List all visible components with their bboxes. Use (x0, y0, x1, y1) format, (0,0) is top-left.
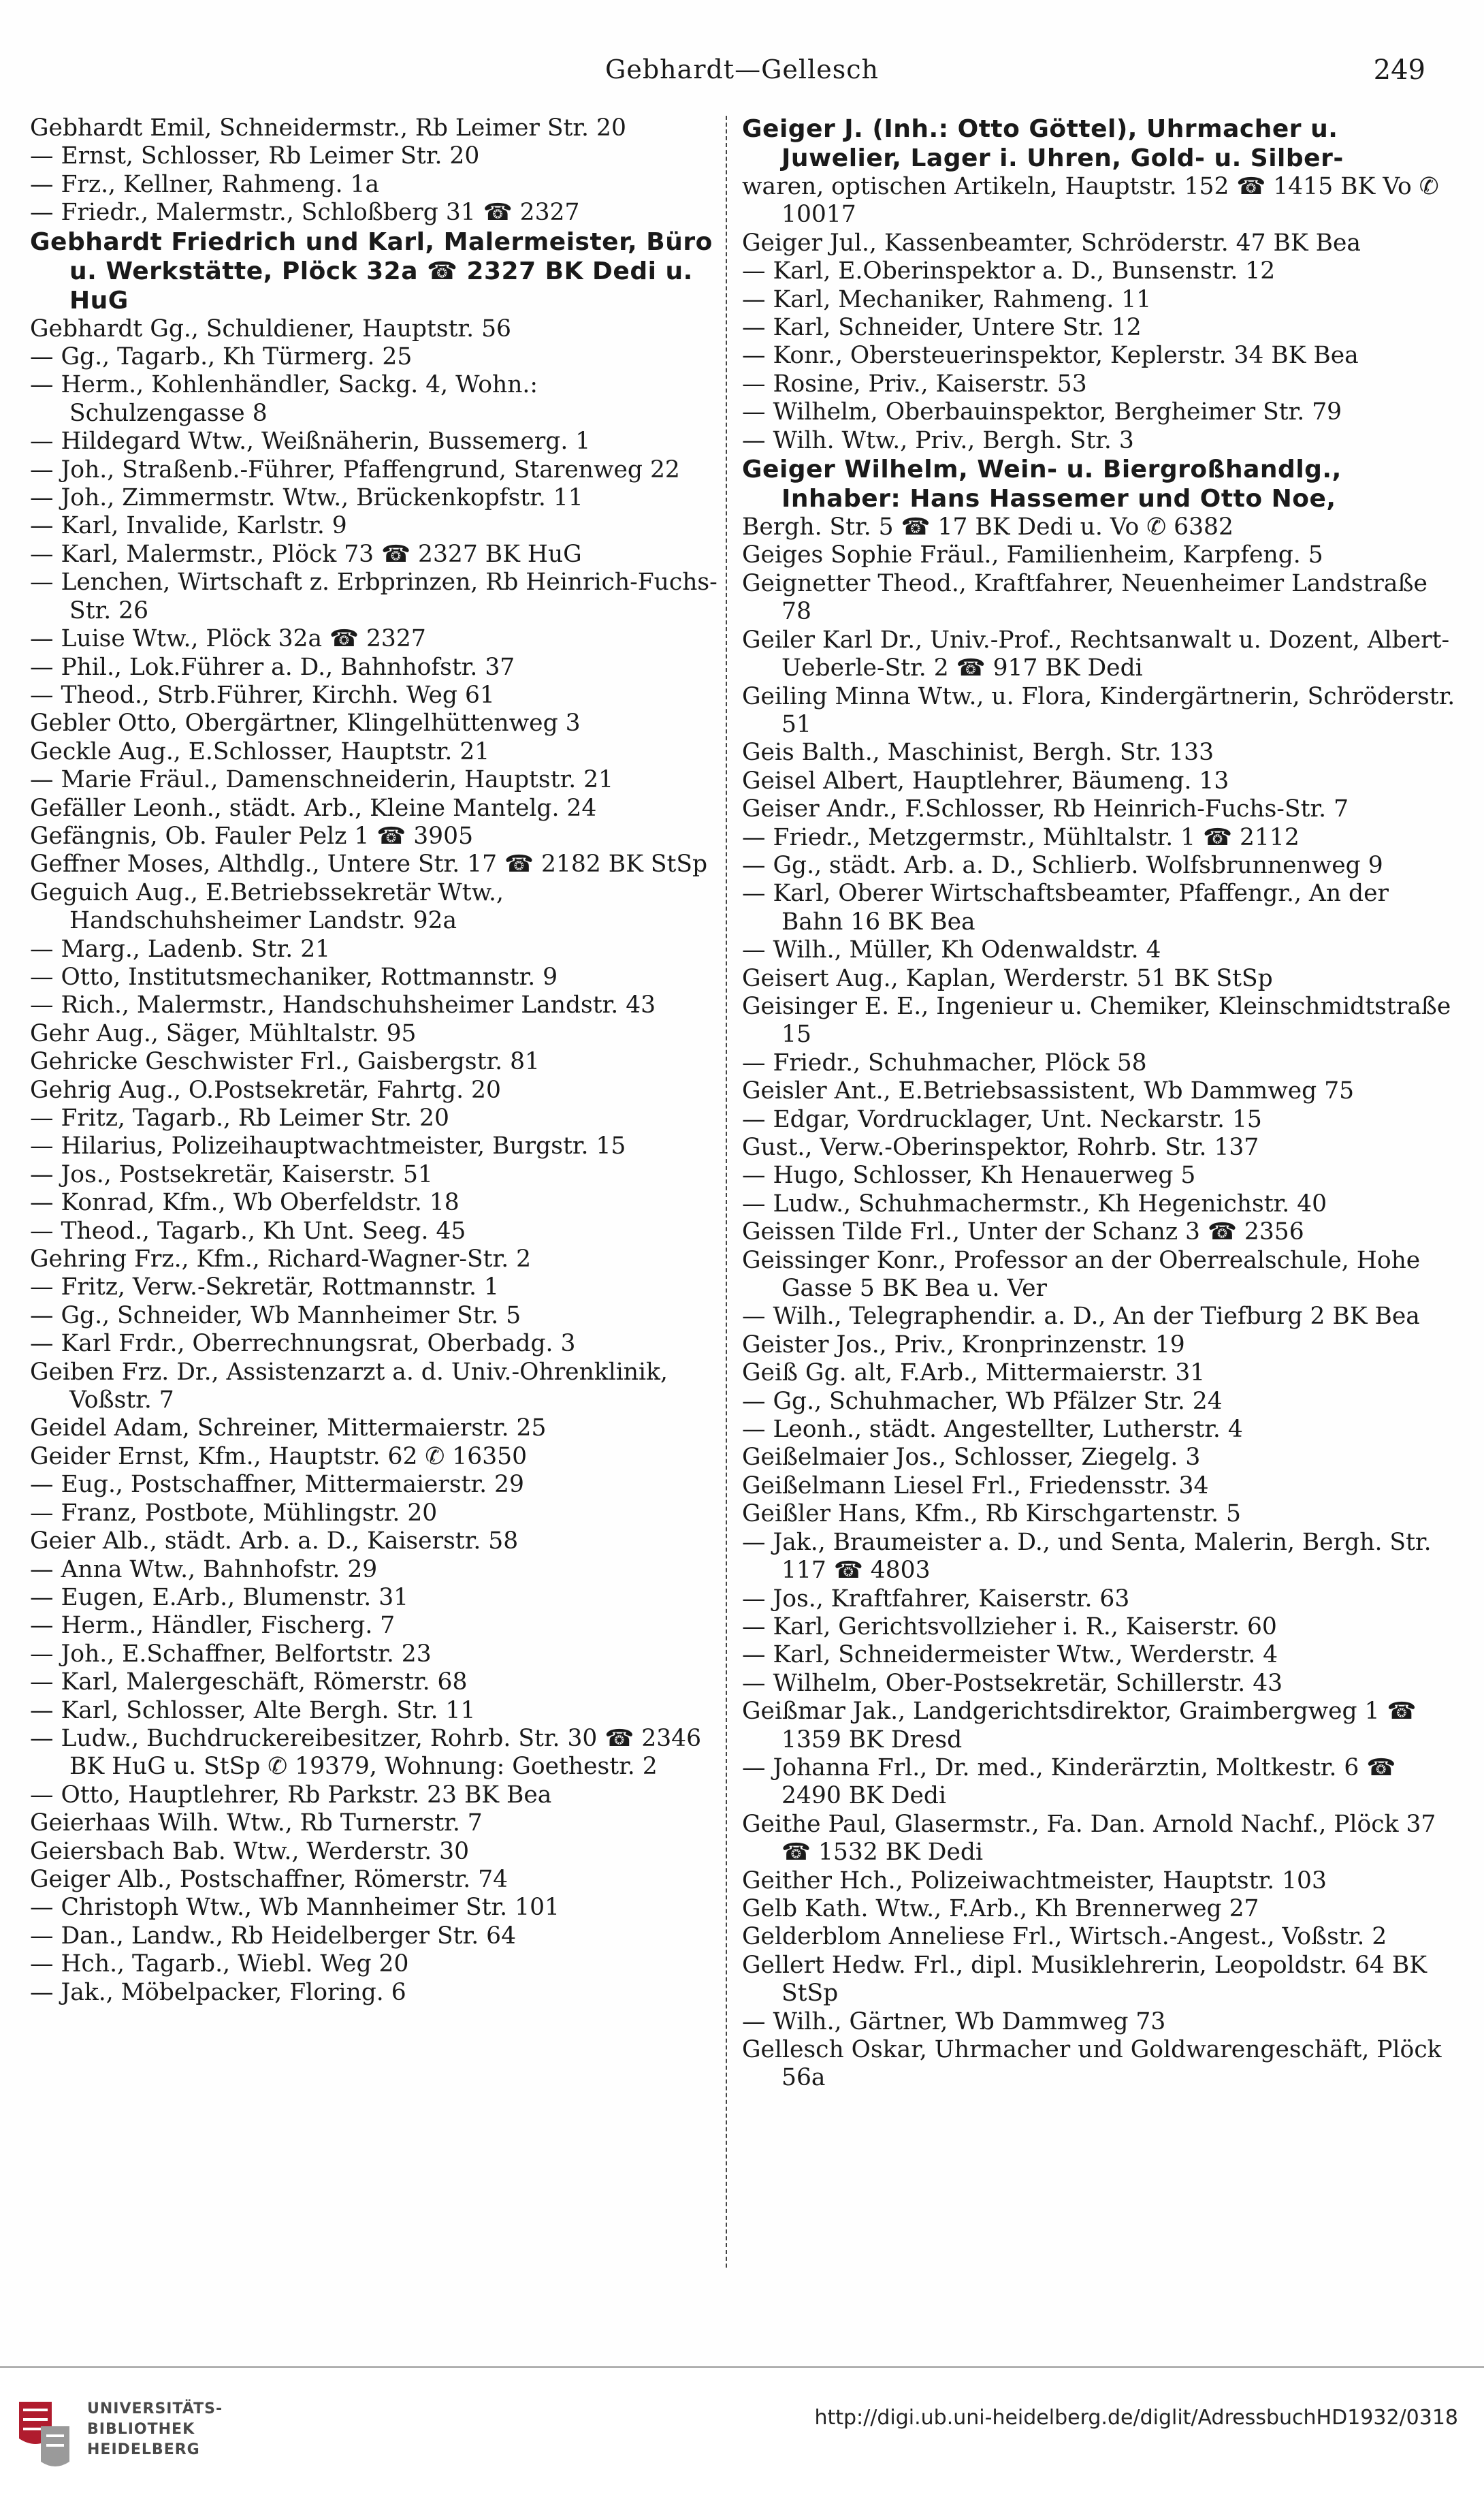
directory-entry: Geiler Karl Dr., Univ.-Prof., Rechtsanwalt u. Dozent, Albert-Ueberle-Str. 2 ☎ 917 BK Dedi (742, 626, 1450, 682)
directory-entry: Gellert Hedw. Frl., dipl. Musiklehrerin, Leopoldstr. 64 BK StSp (742, 1951, 1427, 2007)
directory-entry: Gefäller Leonh., städt. Arb., Kleine Mantelg. 24 (30, 794, 597, 822)
directory-entry: Geidel Adam, Schreiner, Mittermaierstr. 25 (30, 1414, 547, 1442)
directory-entry: — Fritz, Tagarb., Rb Leimer Str. 20 (30, 1105, 449, 1132)
directory-entry: — Jos., Postsekretär, Kaiserstr. 51 (30, 1160, 433, 1188)
directory-entry: — Jak., Braumeister a. D., und Senta, Malerin, Bergh. Str. 117 ☎ 4803 (742, 1528, 1432, 1585)
directory-entry: Geißmar Jak., Landgerichtsdirektor, Graimbergweg 1 ☎ 1359 BK Dresd (742, 1698, 1417, 1753)
directory-entry: Geißelmaier Jos., Schlosser, Ziegelg. 3 (742, 1444, 1201, 1472)
directory-entry: Gellesch Oskar, Uhrmacher und Goldwarengeschäft, Plöck 56a (742, 2036, 1442, 2092)
directory-entry: Geguich Aug., E.Betriebssekretär Wtw., Handschuhsheimer Landstr. 92a (30, 878, 504, 935)
directory-entry: Geisinger E. E., Ingenieur u. Chemiker, Kleinschmidtstraße 15 (742, 992, 1451, 1049)
directory-entry: — Joh., Straßenb.-Führer, Pfaffengrund, Starenweg 22 (30, 456, 680, 483)
directory-entry: — Otto, Hauptlehrer, Rb Parkstr. 23 BK Bea (30, 1781, 552, 1809)
directory-entry: — Karl, Schneider, Untere Str. 12 (742, 314, 1142, 342)
left-column (30, 114, 717, 2007)
directory-entry: — Hch., Tagarb., Wiebl. Weg 20 (30, 1950, 409, 1978)
directory-entry: Gehrig Aug., O.Postsekretär, Fahrtg. 20 (30, 1076, 501, 1104)
directory-entry: — Rosine, Priv., Kaiserstr. 53 (742, 370, 1087, 398)
directory-entry: Gebler Otto, Obergärtner, Klingelhüttenweg 3 (30, 710, 581, 737)
directory-entry: waren, optischen Artikeln, Hauptstr. 152 ☎ 1415 BK Vo ✆ 10017 (742, 173, 1439, 229)
directory-entry: — Hildegard Wtw., Weißnäherin, Bussemerg. 1 (30, 428, 591, 456)
directory-entry: — Anna Wtw., Bahnhofstr. 29 (30, 1555, 378, 1583)
directory-entry: — Ludw., Schuhmachermstr., Kh Hegenichstr. 40 (742, 1190, 1327, 1218)
directory-entry: Geiben Frz. Dr., Assistenzarzt a. d. Univ.-Ohrenklinik, Voßstr. 7 (30, 1358, 668, 1414)
directory-entry: — Wilhelm, Oberbauinspektor, Bergheimer Str. 79 (742, 398, 1342, 426)
directory-entry: — Karl, Schlosser, Alte Bergh. Str. 11 (30, 1696, 476, 1724)
directory-entry: Gehr Aug., Säger, Mühltalstr. 95 (30, 1019, 417, 1047)
library-name-line: BIBLIOTHEK (87, 2421, 195, 2438)
directory-entry: Geierhaas Wilh. Wtw., Rb Turnerstr. 7 (30, 1809, 483, 1837)
directory-entry: Geckle Aug., E.Schlosser, Hauptstr. 21 (30, 737, 490, 765)
directory-entry: — Johanna Frl., Dr. med., Kinderärztin, Moltkestr. 6 ☎ 2490 BK Dedi (742, 1753, 1396, 1810)
directory-entry-heading: Geiger J. (Inh.: Otto Göttel), Uhrmacher u. Juwelier, Lager i. Uhren, Gold- u. Silber- (742, 115, 1344, 172)
directory-entry: Geißler Hans, Kfm., Rb Kirschgartenstr. 5 (742, 1500, 1242, 1528)
directory-entry: Gefängnis, Ob. Fauler Pelz 1 ☎ 3905 (30, 822, 474, 850)
footer-divider (0, 2366, 1484, 2368)
directory-entry: — Herm., Kohlenhändler, Sackg. 4, Wohn.: Schulzengasse 8 (30, 371, 538, 427)
directory-entry: — Wilh., Gärtner, Wb Dammweg 73 (742, 2007, 1166, 2035)
directory-entry: Geiling Minna Wtw., u. Flora, Kindergärtnerin, Schröderstr. 51 (742, 682, 1455, 738)
directory-entry: — Gg., städt. Arb. a. D., Schlierb. Wolfsbrunnenweg 9 (742, 851, 1383, 879)
running-head (0, 54, 1484, 95)
directory-entry: — Leonh., städt. Angestellter, Lutherstr. 4 (742, 1416, 1243, 1444)
directory-entry: — Luise Wtw., Plöck 32a ☎ 2327 (30, 625, 426, 653)
directory-entry: — Karl, Malergeschäft, Römerstr. 68 (30, 1668, 468, 1696)
directory-entry: — Konr., Obersteuerinspektor, Keplerstr. 34 BK Bea (742, 342, 1359, 370)
column-divider (726, 116, 727, 2268)
directory-entry: — Franz, Postbote, Mühlingstr. 20 (30, 1499, 438, 1527)
directory-entry: — Gg., Schuhmacher, Wb Pfälzer Str. 24 (742, 1387, 1223, 1415)
directory-entry: — Lenchen, Wirtschaft z. Erbprinzen, Rb Heinrich-Fuchs-Str. 26 (30, 569, 717, 624)
directory-entry: Geiersbach Bab. Wtw., Werderstr. 30 (30, 1837, 470, 1865)
directory-entry: Geiger Alb., Postschaffner, Römerstr. 74 (30, 1865, 509, 1893)
directory-entry: — Dan., Landw., Rb Heidelberger Str. 64 (30, 1922, 517, 1950)
directory-entry: Gehricke Geschwister Frl., Gaisbergstr. 81 (30, 1048, 540, 1076)
directory-entry: Geier Alb., städt. Arb. a. D., Kaiserstr. 58 (30, 1527, 519, 1555)
directory-entry: — Wilhelm, Ober-Postsekretär, Schillerstr. 43 (742, 1669, 1283, 1697)
directory-entry: — Theod., Tagarb., Kh Unt. Seeg. 45 (30, 1217, 466, 1245)
directory-entry: — Konrad, Kfm., Wb Oberfeldstr. 18 (30, 1189, 459, 1217)
directory-entry: — Marie Fräul., Damenschneiderin, Hauptstr. 21 (30, 766, 614, 794)
directory-entry: — Karl, Invalide, Karlstr. 9 (30, 512, 347, 540)
page-number: 249 (1373, 54, 1425, 86)
directory-entry: Geignetter Theod., Kraftfahrer, Neuenheimer Landstraße 78 (742, 569, 1427, 626)
directory-entry-heading: Gebhardt Friedrich und Karl, Malermeister, Büro u. Werkstätte, Plöck 32a ☎ 2327 BK Dedi u. HuG (30, 227, 713, 315)
directory-entry: Geißelmann Liesel Frl., Friedensstr. 34 (742, 1472, 1209, 1499)
directory-entry: — Christoph Wtw., Wb Mannheimer Str. 101 (30, 1894, 560, 1922)
directory-entry: — Karl, Oberer Wirtschaftsbeamter, Pfaffengr., An der Bahn 16 BK Bea (742, 880, 1389, 936)
directory-entry: — Otto, Institutsmechaniker, Rottmannstr. 9 (30, 963, 558, 991)
directory-entry: — Karl Frdr., Oberrechnungsrat, Oberbadg. 3 (30, 1330, 576, 1358)
running-title: Gebhardt—Gellesch (605, 54, 879, 84)
source-url-link[interactable]: http://digi.ub.uni-heidelberg.de/diglit/AdressbuchHD1932/0318 (814, 2406, 1458, 2430)
directory-entry: — Eug., Postschaffner, Mittermaierstr. 29 (30, 1471, 524, 1499)
directory-entry: — Joh., Zimmermstr. Wtw., Brückenkopfstr. 11 (30, 484, 583, 512)
directory-entry: Geiser Andr., F.Schlosser, Rb Heinrich-Fuchs-Str. 7 (742, 795, 1349, 823)
directory-entry: — Frz., Kellner, Rahmeng. 1a (30, 170, 380, 198)
directory-entry: — Phil., Lok.Führer a. D., Bahnhofstr. 37 (30, 653, 515, 681)
directory-entry: — Jak., Möbelpacker, Floring. 6 (30, 1978, 406, 2006)
directory-entry: — Karl, E.Oberinspektor a. D., Bunsenstr. 12 (742, 257, 1276, 285)
directory-entry: — Friedr., Metzgermstr., Mühltalstr. 1 ☎ 2112 (742, 823, 1300, 851)
directory-entry: Gelderblom Anneliese Frl., Wirtsch.-Angest., Voßstr. 2 (742, 1923, 1387, 1951)
directory-entry: Geiger Jul., Kassenbeamter, Schröderstr. 47 BK Bea (742, 229, 1361, 257)
directory-entry: — Ernst, Schlosser, Rb Leimer Str. 20 (30, 142, 480, 170)
directory-entry: — Karl, Gerichtsvollzieher i. R., Kaiserstr. 60 (742, 1613, 1277, 1640)
directory-entry: — Karl, Malermstr., Plöck 73 ☎ 2327 BK HuG (30, 540, 582, 568)
directory-entry: — Jos., Kraftfahrer, Kaiserstr. 63 (742, 1585, 1130, 1613)
library-logo-icon (14, 2396, 75, 2471)
directory-entry: Bergh. Str. 5 ☎ 17 BK Dedi u. Vo ✆ 6382 (742, 513, 1233, 541)
directory-entry: — Wilh., Müller, Kh Odenwaldstr. 4 (742, 936, 1161, 964)
footer (0, 2366, 1484, 2493)
library-name (87, 2399, 223, 2460)
directory-entry: — Herm., Händler, Fischerg. 7 (30, 1612, 396, 1640)
right-column (742, 114, 1457, 2093)
directory-entry: Gust., Verw.-Oberinspektor, Rohrb. Str. 137 (742, 1134, 1259, 1161)
directory-entry: — Karl, Schneidermeister Wtw., Werderstr. 4 (742, 1641, 1278, 1669)
directory-entry: — Joh., E.Schaffner, Belfortstr. 23 (30, 1640, 432, 1668)
directory-entry: Gebhardt Gg., Schuldiener, Hauptstr. 56 (30, 315, 511, 343)
directory-entry: Geissinger Konr., Professor an der Oberrealschule, Hohe Gasse 5 BK Bea u. Ver (742, 1246, 1421, 1303)
library-name-line: UNIVERSITÄTS- (87, 2400, 223, 2417)
directory-entry: — Marg., Ladenb. Str. 21 (30, 935, 331, 963)
library-name-line: HEIDELBERG (87, 2441, 200, 2458)
directory-entry-heading: Geiger Wilhelm, Wein- u. Biergroßhandlg., Inhaber: Hans Hassemer und Otto Noe, (742, 456, 1342, 513)
directory-entry: — Ludw., Buchdruckereibesitzer, Rohrb. Str. 30 ☎ 2346 BK HuG u. StSp ✆ 19379, Wohnung: Goethestr. 2 (30, 1724, 702, 1781)
directory-entry: Gelb Kath. Wtw., F.Arb., Kh Brennerweg 27 (742, 1894, 1259, 1922)
directory-entry: — Gg., Schneider, Wb Mannheimer Str. 5 (30, 1301, 521, 1329)
directory-entry: — Karl, Mechaniker, Rahmeng. 11 (742, 285, 1152, 313)
directory-entry: Geisler Ant., E.Betriebsassistent, Wb Dammweg 75 (742, 1077, 1355, 1105)
directory-entry: Geisel Albert, Hauptlehrer, Bäumeng. 13 (742, 767, 1229, 795)
directory-entry: — Friedr., Malermstr., Schloßberg 31 ☎ 2327 (30, 199, 580, 227)
directory-entry: Gehring Frz., Kfm., Richard-Wagner-Str. 2 (30, 1245, 532, 1273)
directory-entry: — Theod., Strb.Führer, Kirchh. Weg 61 (30, 681, 495, 709)
directory-entry: Geiß Gg. alt, F.Arb., Mittermaierstr. 31 (742, 1359, 1206, 1387)
directory-entry: Geiges Sophie Fräul., Familienheim, Karpfeng. 5 (742, 541, 1323, 569)
directory-entry: — Wilh. Wtw., Priv., Bergh. Str. 3 (742, 426, 1134, 454)
directory-entry: — Hilarius, Polizeihauptwachtmeister, Burgstr. 15 (30, 1132, 626, 1160)
directory-entry: — Rich., Malermstr., Handschuhsheimer Landstr. 43 (30, 991, 656, 1019)
directory-entry: Geffner Moses, Althdlg., Untere Str. 17 ☎ 2182 BK StSp (30, 851, 708, 878)
directory-entry: Geisert Aug., Kaplan, Werderstr. 51 BK StSp (742, 964, 1273, 992)
directory-entry: Geider Ernst, Kfm., Hauptstr. 62 ✆ 16350 (30, 1442, 528, 1470)
directory-entry: Gebhardt Emil, Schneidermstr., Rb Leimer Str. 20 (30, 114, 626, 142)
directory-entry: Geissen Tilde Frl., Unter der Schanz 3 ☎ 2356 (742, 1218, 1304, 1246)
directory-entry: Geis Balth., Maschinist, Bergh. Str. 133 (742, 739, 1214, 767)
directory-entry: — Edgar, Vordrucklager, Unt. Neckarstr. 15 (742, 1105, 1262, 1133)
directory-entry: Geithe Paul, Glasermstr., Fa. Dan. Arnold Nachf., Plöck 37 ☎ 1532 BK Dedi (742, 1810, 1436, 1867)
directory-entry: — Friedr., Schuhmacher, Plöck 58 (742, 1049, 1147, 1077)
directory-entry: — Eugen, E.Arb., Blumenstr. 31 (30, 1583, 409, 1611)
directory-entry: — Hugo, Schlosser, Kh Henauerweg 5 (742, 1162, 1196, 1190)
directory-entry: — Wilh., Telegraphendir. a. D., An der Tiefburg 2 BK Bea (742, 1303, 1420, 1331)
directory-entry: Geither Hch., Polizeiwachtmeister, Hauptstr. 103 (742, 1867, 1327, 1894)
directory-entry: Geister Jos., Priv., Kronprinzenstr. 19 (742, 1331, 1185, 1359)
directory-entry: — Gg., Tagarb., Kh Türmerg. 25 (30, 343, 413, 371)
directory-entry: — Fritz, Verw.-Sekretär, Rottmannstr. 1 (30, 1273, 499, 1301)
